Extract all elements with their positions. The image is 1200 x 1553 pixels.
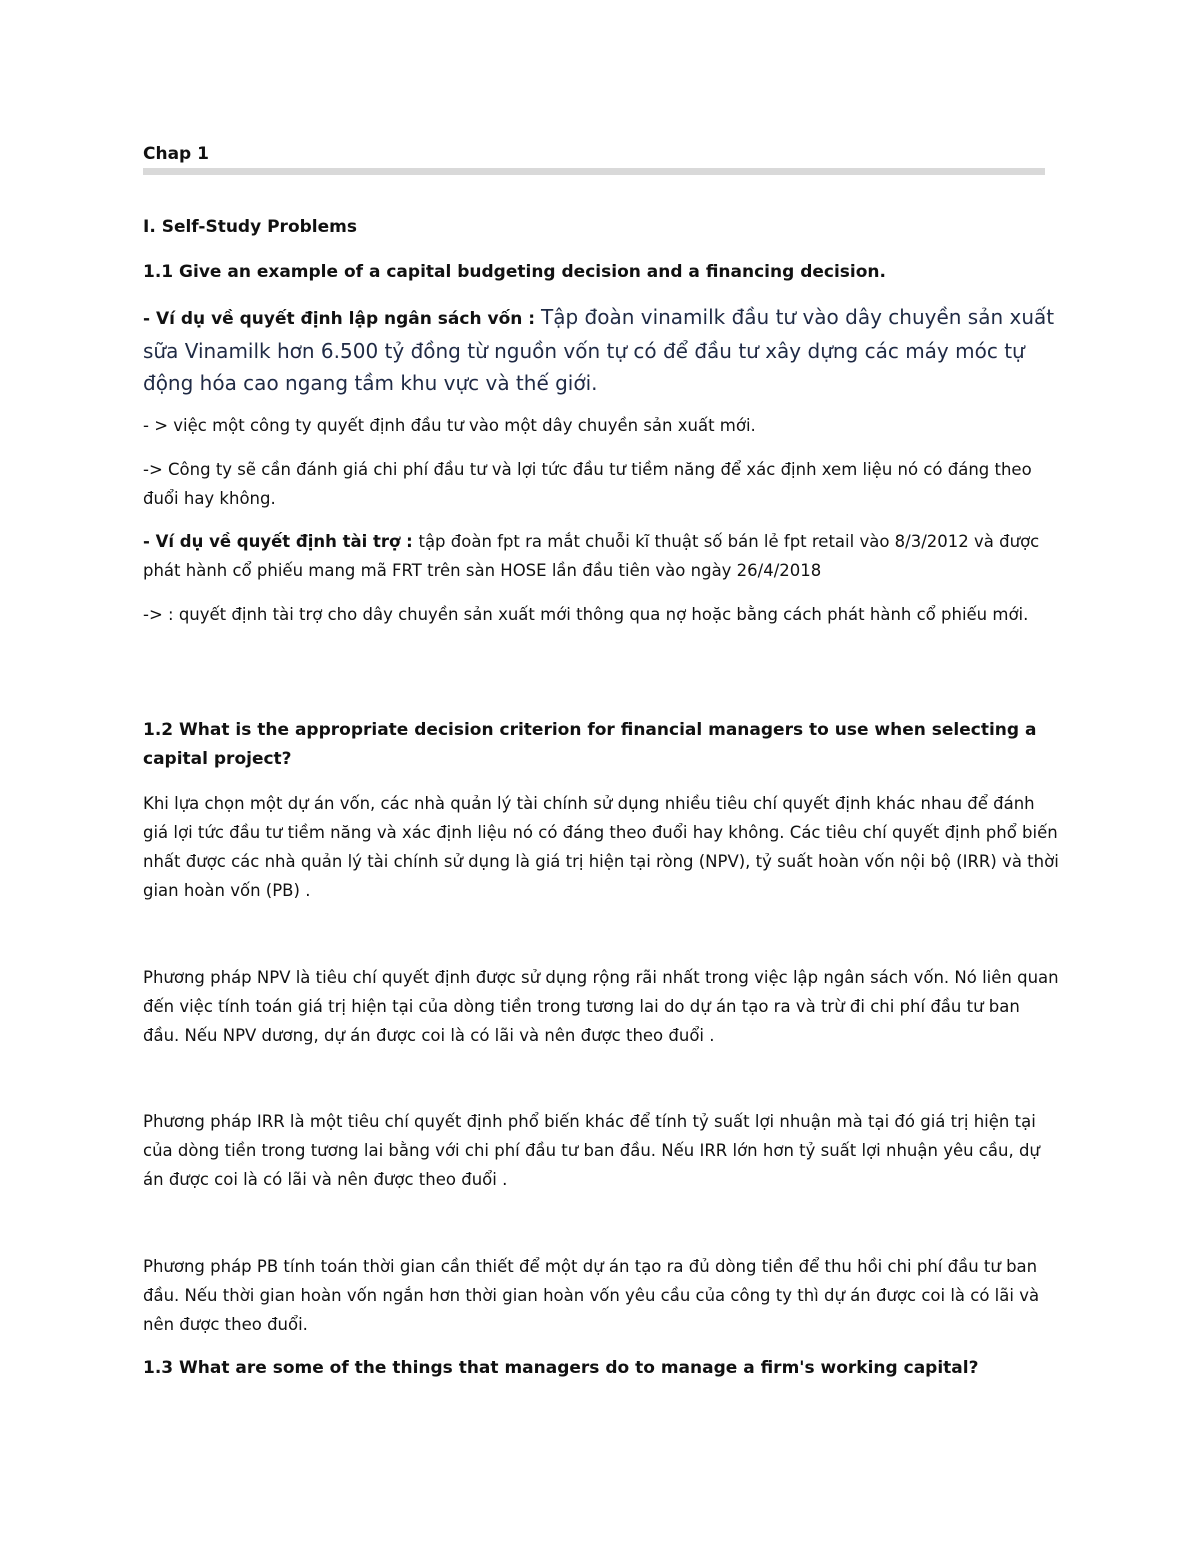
q1-example-financing (143, 527, 1061, 585)
chapter-title: Chap 1 (143, 144, 209, 164)
question-1-2: 1.2 What is the appropriate decision criterion for financial managers to use when selecting a capital project? (143, 720, 1037, 769)
q1-example-capital-budgeting (143, 301, 1061, 399)
question-1-1: 1.1 Give an example of a capital budgeting decision and a financing decision. (143, 262, 886, 282)
q1-example1-text: Tập đoàn vinamilk đầu tư vào dây chuyền sản xuất sữa Vinamilk hơn 6.500 tỷ đồng từ nguồn vốn tự có để đầu tư xây dựng các máy móc tự động hóa cao ngang tầm khu vực và thế giới. (143, 305, 1055, 395)
q2-paragraph-1: Khi lựa chọn một dự án vốn, các nhà quản lý tài chính sử dụng nhiều tiêu chí quyết định khác nhau để đánh giá lợi tức đầu tư tiềm năng và xác định liệu nó có đáng theo đuổi hay không. Các tiêu chí quyết định phổ biến nhất được các nhà quản lý tài chính sử dụng là giá trị hiện tại ròng (NPV), tỷ suất hoàn vốn nội bộ (IRR) và thời gian hoàn vốn (PB) . (143, 794, 1059, 900)
q2-paragraph-irr: Phương pháp IRR là một tiêu chí quyết định phổ biến khác để tính tỷ suất lợi nhuận mà tại đó giá trị hiện tại của dòng tiền trong tương lai bằng với chi phí đầu tư ban đầu. Nếu IRR lớn hơn tỷ suất lợi nhuận yêu cầu, dự án được coi là có lãi và nên được theo đuổi . (143, 1112, 1040, 1189)
title-divider (143, 168, 1045, 175)
q1-example2-label: - Ví dụ về quyết định tài trợ : (143, 532, 419, 551)
section-title: I. Self-Study Problems (143, 217, 357, 237)
q2-paragraph-npv: Phương pháp NPV là tiêu chí quyết định được sử dụng rộng rãi nhất trong việc lập ngân sách vốn. Nó liên quan đến việc tính toán giá trị hiện tại của dòng tiền trong tương lai do dự án tạo ra và trừ đi chi phí đầu tư ban đầu. Nếu NPV dương, dự án được coi là có lãi và nên được theo đuổi . (143, 968, 1059, 1045)
q1-example1-label: - Ví dụ về quyết định lập ngân sách vốn : (143, 309, 541, 329)
q2-paragraph-pb: Phương pháp PB tính toán thời gian cần thiết để một dự án tạo ra đủ dòng tiền để thu hồi chi phí đầu tư ban đầu. Nếu thời gian hoàn vốn ngắn hơn thời gian hoàn vốn yêu cầu của công ty thì dự án được coi là có lãi và nên được theo đuổi. (143, 1257, 1040, 1334)
q1-note-3: -> : quyết định tài trợ cho dây chuyền sản xuất mới thông qua nợ hoặc bằng cách phát hành cổ phiếu mới. (143, 605, 1029, 624)
question-1-3: 1.3 What are some of the things that managers do to manage a firm's working capital? (143, 1358, 979, 1378)
q1-note-2: -> Công ty sẽ cần đánh giá chi phí đầu tư và lợi tức đầu tư tiềm năng để xác định xem liệu nó có đáng theo đuổi hay không. (143, 460, 1032, 508)
q1-example2-text: tập đoàn fpt ra mắt chuỗi kĩ thuật số bán lẻ fpt retail vào 8/3/2012 và được phát hành cổ phiếu mang mã FRT trên sàn HOSE lần đầu tiên vào ngày 26/4/2018 (143, 532, 1040, 580)
q1-note-1: - > việc một công ty quyết định đầu tư vào một dây chuyền sản xuất mới. (143, 416, 756, 435)
